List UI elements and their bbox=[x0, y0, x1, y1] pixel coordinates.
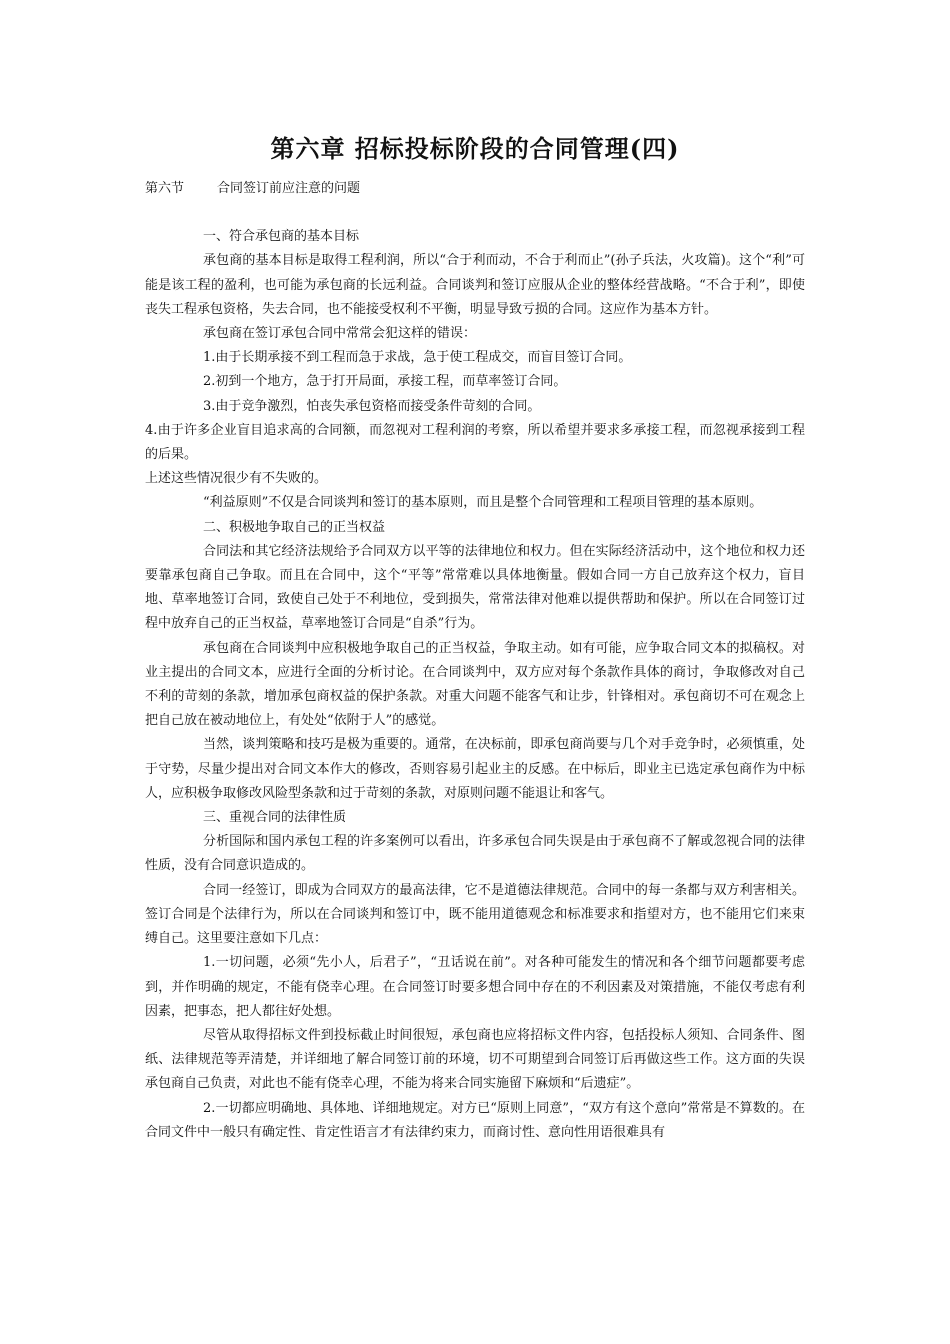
paragraph: 2.初到一个地方，急于打开局面，承接工程，而草率签订合同。 bbox=[203, 374, 567, 390]
chapter-title: 第六章 招标投标阶段的合同管理(四) bbox=[270, 134, 680, 163]
paragraph-list bbox=[145, 225, 805, 1145]
paragraph: 合同一经签订，即成为合同双方的最高法律，它不是道德法律规范。合同中的每一条都与双方利害相关。签订合同是个法律行为，所以在合同谈判和签订中，既不能用道德观念和标准要求和指望对方，也不能用它们来束缚自己。这里要注意如下几点： bbox=[145, 882, 805, 947]
section-heading bbox=[145, 177, 805, 201]
paragraph: “利益原则”不仅是合同谈判和签订的基本原则，而且是整个合同管理和工程项目管理的基本原则。 bbox=[203, 495, 763, 511]
paragraph: 4.由于许多企业盲目追求高的合同额，而忽视对工程利润的考察，所以希望并要求多承接工程，而忽视承接到工程的后果。 bbox=[145, 422, 805, 463]
section-title: 合同签订前应注意的问题 bbox=[217, 181, 361, 196]
paragraph: 当然，谈判策略和技巧是极为重要的。通常，在决标前，即承包商尚要与几个对手竞争时，必须慎重，处于守势，尽量少提出对合同文本作大的修改，否则容易引起业主的反感。在中标后，即业主已选定承包商作为中标人，应积极争取修改风险型条款和过于苛刻的条款，对原则问题不能退让和客气。 bbox=[145, 737, 805, 801]
paragraph: 三、重视合同的法律性质 bbox=[203, 810, 347, 826]
paragraph: 1.一切问题，必须“先小人，后君子”，“丑话说在前”。对各种可能发生的情况和各个细节问题都要考虑到，并作明确的规定，不能有侥幸心理。在合同签订时要多想合同中存在的不利因素及对策措施，不能仅考虑有利因素，把事态，把人都往好处想。 bbox=[145, 955, 805, 1019]
paragraph: 一、符合承包商的基本目标 bbox=[203, 229, 360, 245]
paragraph: 分析国际和国内承包工程的许多案例可以看出，许多承包合同失误是由于承包商不了解或忽视合同的法律性质，没有合同意识造成的。 bbox=[145, 834, 805, 874]
document-body bbox=[145, 177, 805, 1145]
paragraph: 合同法和其它经济法规给予合同双方以平等的法律地位和权力。但在实际经济活动中，这个地位和权力还要靠承包商自己争取。而且在合同中，这个“平等”常常难以具体地衡量。假如合同一方自己放弃这个权力，盲目地、草率地签订合同，致使自己处于不利地位，受到损失，常常法律对他难以提供帮助和保护。所以在合同签订过程中放弃自己的正当权益，草率地签订合同是“自杀”行为。 bbox=[145, 543, 805, 632]
paragraph: 承包商的基本目标是取得工程利润，所以“合于利而动，不合于利而止”(孙子兵法，火攻篇)。这个“利”可能是该工程的盈利，也可能为承包商的长远利益。合同谈判和签订应服从企业的整体经营战略。“不合于利”，即使丧失工程承包资格，失去合同，也不能接受权利不平衡，明显导致亏损的合同。这应作为基本方针。 bbox=[145, 253, 805, 317]
paragraph: 上述这些情况很少有不失败的。 bbox=[145, 471, 328, 487]
paragraph: 尽管从取得招标文件到投标截止时间很短，承包商也应将招标文件内容，包括投标人须知、合同条件、图纸、法律规范等弄清楚，并详细地了解合同签订前的环境，切不可期望到合同签订后再做这些工作。这方面的失误承包商自己负责，对此也不能有侥幸心理，不能为将来合同实施留下麻烦和“后遗症”。 bbox=[145, 1027, 805, 1092]
paragraph: 承包商在合同谈判中应积极地争取自己的正当权益，争取主动。如有可能，应争取合同文本的拟稿权。对业主提出的合同文本，应进行全面的分析讨论。在合同谈判中，双方应对每个条款作具体的商讨，争取修改对自己不利的苛刻的条款，增加承包商权益的保护条款。对重大问题不能客气和让步，针锋相对。承包商切不可在观念上把自己放在被动地位上，有处处“依附于人”的感觉。 bbox=[145, 640, 805, 729]
paragraph: 2.一切都应明确地、具体地、详细地规定。对方已“原则上同意”，“双方有这个意向”常常是不算数的。在合同文件中一般只有确定性、肯定性语言才有法律约束力，而商讨性、意向性用语很难具有 bbox=[145, 1100, 805, 1140]
paragraph: 3.由于竞争激烈，怕丧失承包资格而接受条件苛刻的合同。 bbox=[203, 398, 541, 414]
paragraph: 二、积极地争取自己的正当权益 bbox=[203, 519, 386, 535]
spacer bbox=[145, 201, 805, 225]
paragraph: 1.由于长期承接不到工程而急于求战，急于使工程成交，而盲目签订合同。 bbox=[203, 350, 632, 366]
paragraph: 承包商在签订承包合同中常常会犯这样的错误： bbox=[203, 326, 477, 342]
section-label: 第六节 bbox=[145, 181, 185, 196]
